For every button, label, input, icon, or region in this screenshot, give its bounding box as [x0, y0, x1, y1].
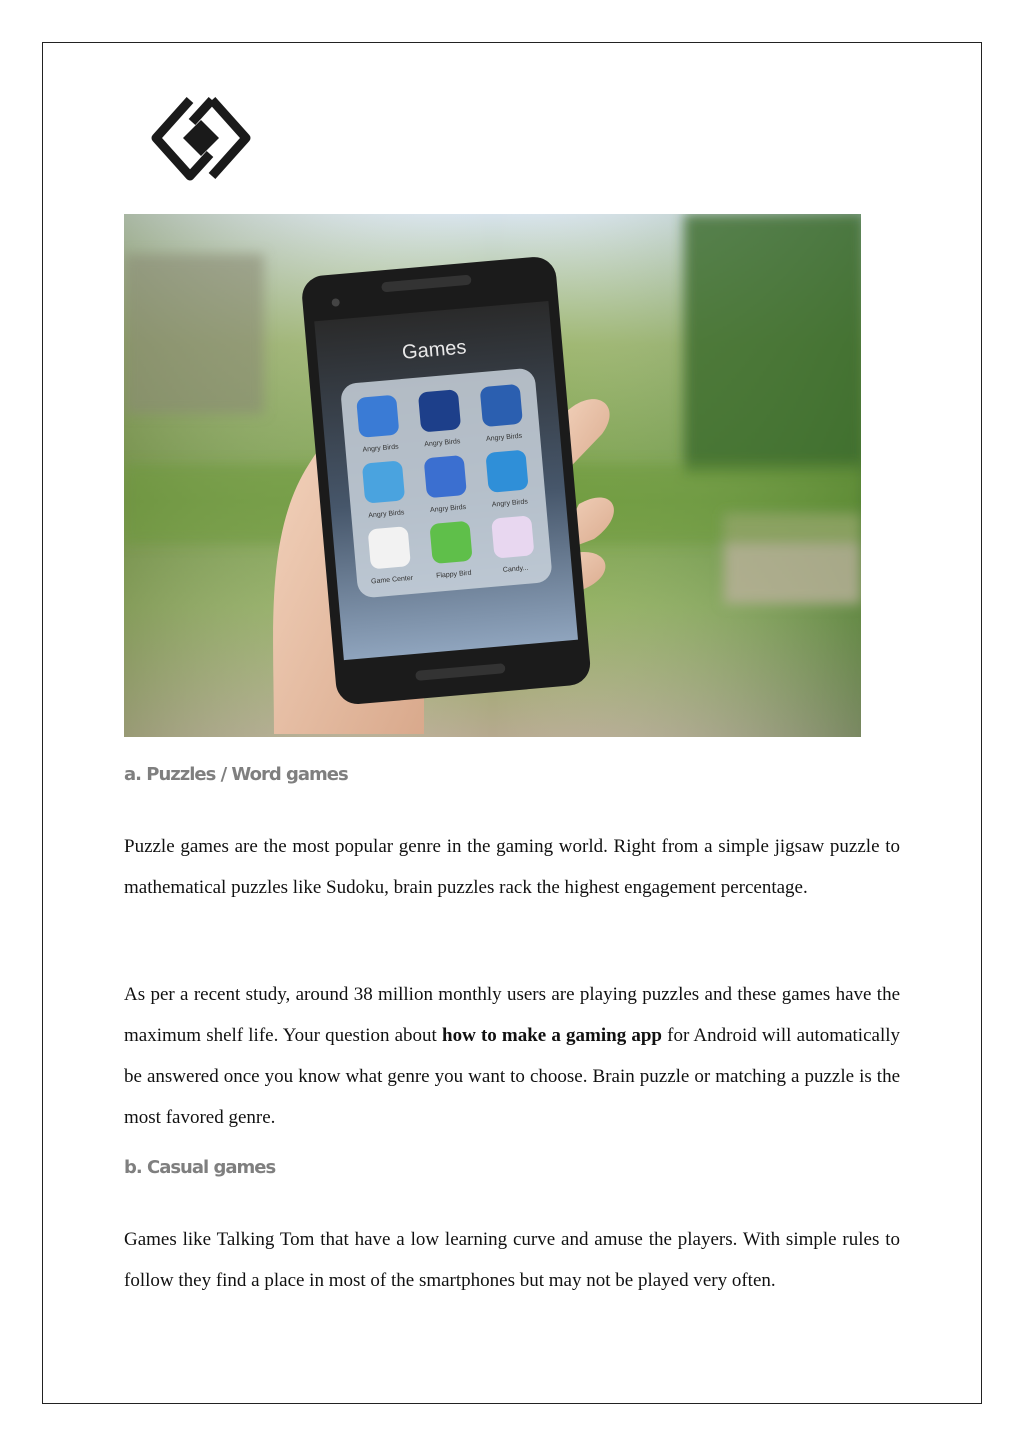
hero-photo-phone-games	[124, 214, 861, 737]
app-label: Flappy Bird	[435, 569, 472, 580]
app-label: Angry Birds	[429, 503, 467, 515]
app-icon	[429, 521, 472, 564]
paragraph-puzzle-study-text-2: for Android will automatically be answered once you know what genre you want to choose. Brain puzzle or matching a puzzle is the most favored genre.	[124, 1025, 900, 1128]
app-label: Game Center	[370, 574, 414, 586]
app-icon	[362, 460, 405, 503]
app-icon	[480, 384, 523, 427]
heading-casual-games: b. Casual games	[124, 1157, 276, 1178]
paragraph-puzzle-intro: Puzzle games are the most popular genre in the gaming world. Right from a simple jigsaw puzzle to mathematical puzzles like Sudoku, brain puzzles rack the highest engagement percentage.	[124, 836, 900, 898]
app-icon	[418, 389, 461, 432]
heading-puzzles-word-games: a. Puzzles / Word games	[124, 764, 348, 785]
paragraph-puzzle-study-text-1: As per a recent study, around 38 million monthly users are playing puzzles and these games have the maximum shelf life. Your question about	[124, 984, 900, 1046]
company-logo	[150, 94, 252, 182]
app-icon	[368, 526, 411, 569]
app-label: Angry Birds	[424, 438, 461, 449]
app-icon	[356, 395, 399, 438]
paragraph-casual-games: Games like Talking Tom that have a low learning curve and amuse the players. With simple rules to follow they find a place in most of the smartphones but may not be played very often.	[124, 1229, 900, 1291]
app-label: Angry Birds	[491, 498, 529, 509]
paragraph-puzzle-study	[124, 974, 900, 1138]
app-label: Angry Birds	[485, 432, 523, 443]
app-icon	[485, 450, 528, 493]
app-label: Angry Birds	[368, 509, 405, 520]
app-icon	[424, 455, 467, 498]
app-icon	[491, 515, 534, 558]
app-label: Angry Birds	[362, 443, 399, 454]
link-how-to-make-gaming-app: how to make a gaming app	[442, 1025, 662, 1046]
phone-screen-title: Games	[401, 336, 468, 364]
app-label: Candy...	[502, 564, 529, 574]
